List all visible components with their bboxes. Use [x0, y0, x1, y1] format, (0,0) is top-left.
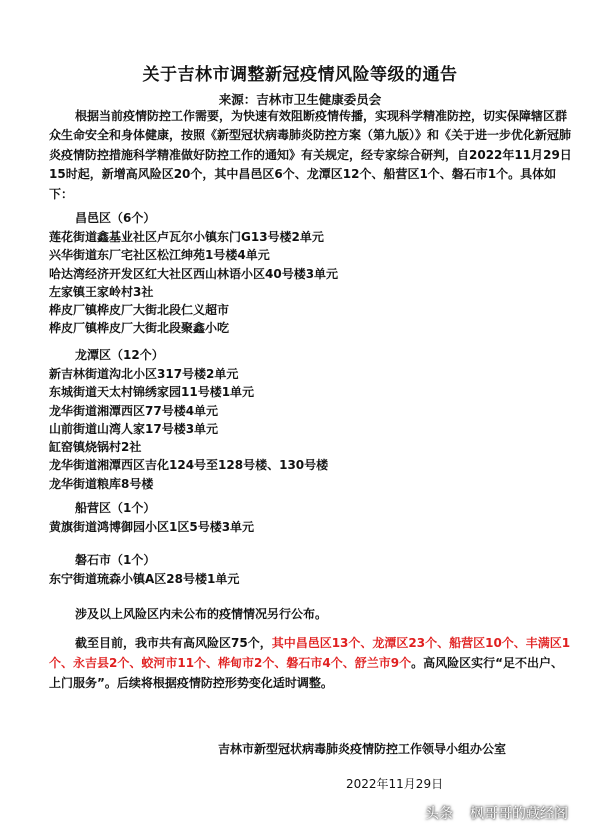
district-heading: 船营区（1个） [75, 501, 156, 515]
signature-organization: 吉林市新型冠状病毒肺炎疫情防控工作领导小组办公室 [218, 742, 507, 756]
intro-paragraph: 根据当前疫情防控工作需要，为快速有效阻断疫情传播，实现科学精准防控，切实保障辖区群众生命安全和身体健康，按照《新型冠状病毒肺炎防控方案（第九版）》和《关于进一步优化新冠肺炎疫情防控措施科学精准做好防控工作的通知》有关规定，经专家综合研判，自2022年11月29日15时起，新增高风险区20个，其中昌邑区6个、龙潭区12个、船营区1个、磐石市1个。具体如下： [49, 109, 572, 201]
district-block-chuanying [49, 499, 579, 536]
watermark-platform: 头条 [425, 806, 453, 822]
district-block-panshi [49, 551, 579, 588]
area-item: 左家镇王家岭村3社 [49, 284, 154, 299]
notice-title: 关于吉林市调整新冠疫情风险等级的通告 [142, 65, 458, 85]
watermark [425, 803, 568, 823]
area-item: 龙华街道湘潭西区吉化124号至128号楼、130号楼 [49, 458, 329, 473]
area-item: 东宁街道琉森小镇A区28号楼1单元 [49, 572, 240, 586]
district-block-longtan [49, 346, 579, 493]
signature-date: 2022年11月29日 [346, 777, 444, 791]
total-prefix: 截至目前，我市共有高风险区75个， [75, 636, 272, 650]
area-item: 莲花街道鑫基业社区卢瓦尔小镇东门G13号楼2单元 [49, 230, 324, 244]
district-block-changyi [49, 209, 579, 338]
total-paragraph [49, 634, 573, 693]
watermark-handle: 枫哥哥的藏经阁 [470, 806, 568, 822]
area-item: 山前街道山湾人家17号楼3单元 [49, 421, 219, 436]
area-item: 龙华街道粮库8号楼 [49, 476, 154, 491]
total-highlight: 其中昌邑区13个、龙潭区23个、船营区10个、丰满区1个、永吉县2个、蛟河市11个、桦甸市2个、磐石市4个、舒兰市9个 [49, 636, 571, 670]
area-item: 哈达湾经济开发区红大社区西山林语小区40号楼3单元 [49, 266, 339, 281]
area-item: 桦皮厂镇桦皮厂大街北段仁义超市 [49, 303, 230, 318]
district-heading: 昌邑区（6个） [75, 211, 156, 225]
area-item: 新吉林街道沟北小区317号楼2单元 [49, 367, 239, 381]
notice-source: 来源：吉林市卫生健康委员会 [218, 92, 382, 107]
at-icon [455, 807, 468, 820]
district-heading: 磐石市（1个） [75, 553, 156, 567]
area-item: 桦皮厂镇桦皮厂大街北段聚鑫小吃 [49, 321, 230, 336]
area-item: 黄旗街道鸿博御园小区1区5号楼3单元 [49, 520, 255, 534]
area-item: 东城街道天太村锦绣家园11号楼1单元 [49, 385, 255, 400]
district-heading: 龙潭区（12个） [75, 348, 164, 362]
area-item: 兴华街道东厂宅社区松江绅苑1号楼4单元 [49, 248, 270, 263]
notice-line: 涉及以上风险区内未公布的疫情情况另行公布。 [75, 607, 328, 621]
area-item: 龙华街道湘潭西区77号楼4单元 [49, 403, 219, 418]
area-item: 缸窑镇烧锅村2社 [49, 440, 142, 455]
total-suffix: 。高风险区实行“足不出户、上门服务”。后续将根据疫情防控形势变化适时调整。 [49, 655, 563, 690]
